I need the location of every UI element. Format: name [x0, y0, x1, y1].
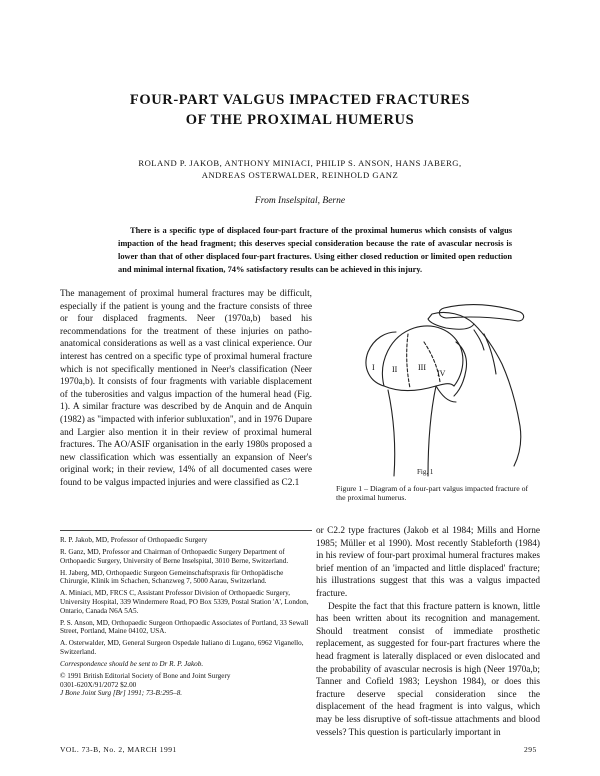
greater-tuberosity-outline: [366, 332, 396, 386]
fragment-label: II: [392, 365, 398, 374]
author-list-line-1: ROLAND P. JAKOB, ANTHONY MINIACI, PHILIP S. ANSON, HANS JABERG,: [138, 158, 462, 168]
figure-caption: Figure 1 – Diagram of a four-part valgus impacted fracture of the proximal humerus.: [336, 484, 529, 502]
page-number: 295: [524, 745, 537, 754]
body-paragraph: or C2.2 type fractures (Jakob et al 1984; Mills and Horne 1985; Müller et al 1990). Most recently Stableforth (1984) in his review of four-part proximal humeral fractures makes brief mention of an 'impacted and little displaced' fracture; his illustrations suggest that this was a valgus impacted fracture.: [316, 526, 540, 599]
fragment-label: I: [372, 363, 375, 372]
journal-issue-footer: VOL. 73-B, No. 2, MARCH 1991: [60, 745, 177, 754]
abstract: There is a specific type of displaced four-part fracture of the proximal humerus which consists of valgus impaction of the head fragment; this deserves special consideration because the rate of avascular necrosis is lower than that of other displaced four-part fractures. Using either closed reduction or limited open reduction and minimal internal fixation, 74% satisfactory results can be achieved in this injury.: [118, 226, 512, 274]
footnote-divider: [60, 530, 312, 531]
fracture-line: [384, 384, 454, 391]
author-note: A. Miniaci, MD, FRCS C, Assistant Professor Division of Orthopaedic Surgery, University Hospital, 339 Windermere Road, PO Box 5339, Postal Station 'A', London, Ontario, Canada N6A 5A5.: [60, 589, 309, 615]
author-note: R. Ganz, MD, Professor and Chairman of Orthopaedic Surgery Department of Orthopaedic Surgery, University of Berne Inselspital, 3010 Berne, Switzerland.: [60, 548, 289, 565]
institution-line: From Inselspital, Berne: [254, 196, 346, 206]
glenoid-outline: [454, 342, 467, 396]
paper-title-line-1: FOUR-PART VALGUS IMPACTED FRACTURES: [129, 92, 471, 108]
humeral-head-outline: [382, 326, 462, 386]
scapula-outline: [474, 324, 521, 466]
author-note: P. S. Anson, MD, Orthopaedic Surgeon Orthopaedic Associates of Portland, 33 Sewall Street, Portland, Maine 04102, USA.: [60, 618, 309, 636]
body-paragraph: Despite the fact that this fracture pattern is known, little has been written about its recognition and management. Should treatment consist of immediate prosthetic replacement, as suggested for four-part fractures where the head fragment is laterally displaced or even dislocated and the probability of avascular necrosis is high (Neer 1970a,b; Tanner and Cofield 1983; Leyshon 1984), or does this fracture deserve special consideration since the displacement of the head fragment is into valgus, which may be less disruptive of soft-tissue attachments and blood vessels? This question is particularly important in: [316, 601, 540, 738]
author-list-line-2: ANDREAS OSTERWALDER, REINHOLD GANZ: [201, 170, 399, 180]
issn-line: 0301-620X/91/2072 $2.00: [60, 680, 137, 689]
right-column-text: [316, 525, 540, 739]
author-note: H. Jaberg, MD, Orthopaedic Surgeon Gemeinschaftspraxis für Orthopädische Chirurgie, Klinik im Schachen, Schanzweg 7, 5000 Aarau, Switzerland.: [60, 568, 284, 586]
author-note: A. Osterwalder, MD, General Surgeon Ospedale Italiano di Lugano, 6962 Viganello, Switzerland.: [60, 639, 304, 657]
left-column-text: [60, 288, 312, 490]
humeral-shaft-outline: [388, 390, 395, 476]
copyright-line: © 1991 British Editorial Society of Bone and Joint Surgery: [60, 672, 231, 681]
author-notes: [60, 536, 312, 698]
fragment-label: IV: [437, 369, 446, 378]
body-paragraph: The management of proximal humeral fractures may be difficult, especially if the patient is young and the fracture consists of three or four displaced fragments. Neer (1970a,b) based his recommendations for the treatment of these injuries on patho-anatomical considerations as well as a vast clinical experience. Our interest has centred on a specific type of proximal humeral fracture which is not specifically mentioned in Neer's classification (Neer 1970a,b). It consists of four fragments with variable displacement of the tuberosities and valgus impaction of the humeral head (Fig. 1). A similar fracture was described by de Anquin and de Anquin (1982) as "impacted with inferior subluxation", and in 1976 Dupare and Largier also mention it in their review of proximal humeral fractures. The AO/ASIF organisation in the early 1980s proposed a new classification which was essentially an expansion of Neer's original work; in their review, 14% of all documented cases were found to be valgus impacted injuries and were classified as C2.1: [60, 289, 312, 488]
citation-line: J Bone Joint Surg [Br] 1991; 73-B:295–8.: [60, 689, 183, 698]
fragment-label: III: [418, 363, 426, 372]
figure-label: Fig. 1: [417, 468, 434, 476]
figure-1-diagram: [324, 290, 546, 480]
paper-title-line-2: OF THE PROXIMAL HUMERUS: [185, 112, 415, 128]
correspondence-note: Correspondence should be sent to Dr R. P. Jakob.: [60, 660, 204, 669]
author-note: R. P. Jakob, MD, Professor of Orthopaedic Surgery: [60, 536, 208, 544]
